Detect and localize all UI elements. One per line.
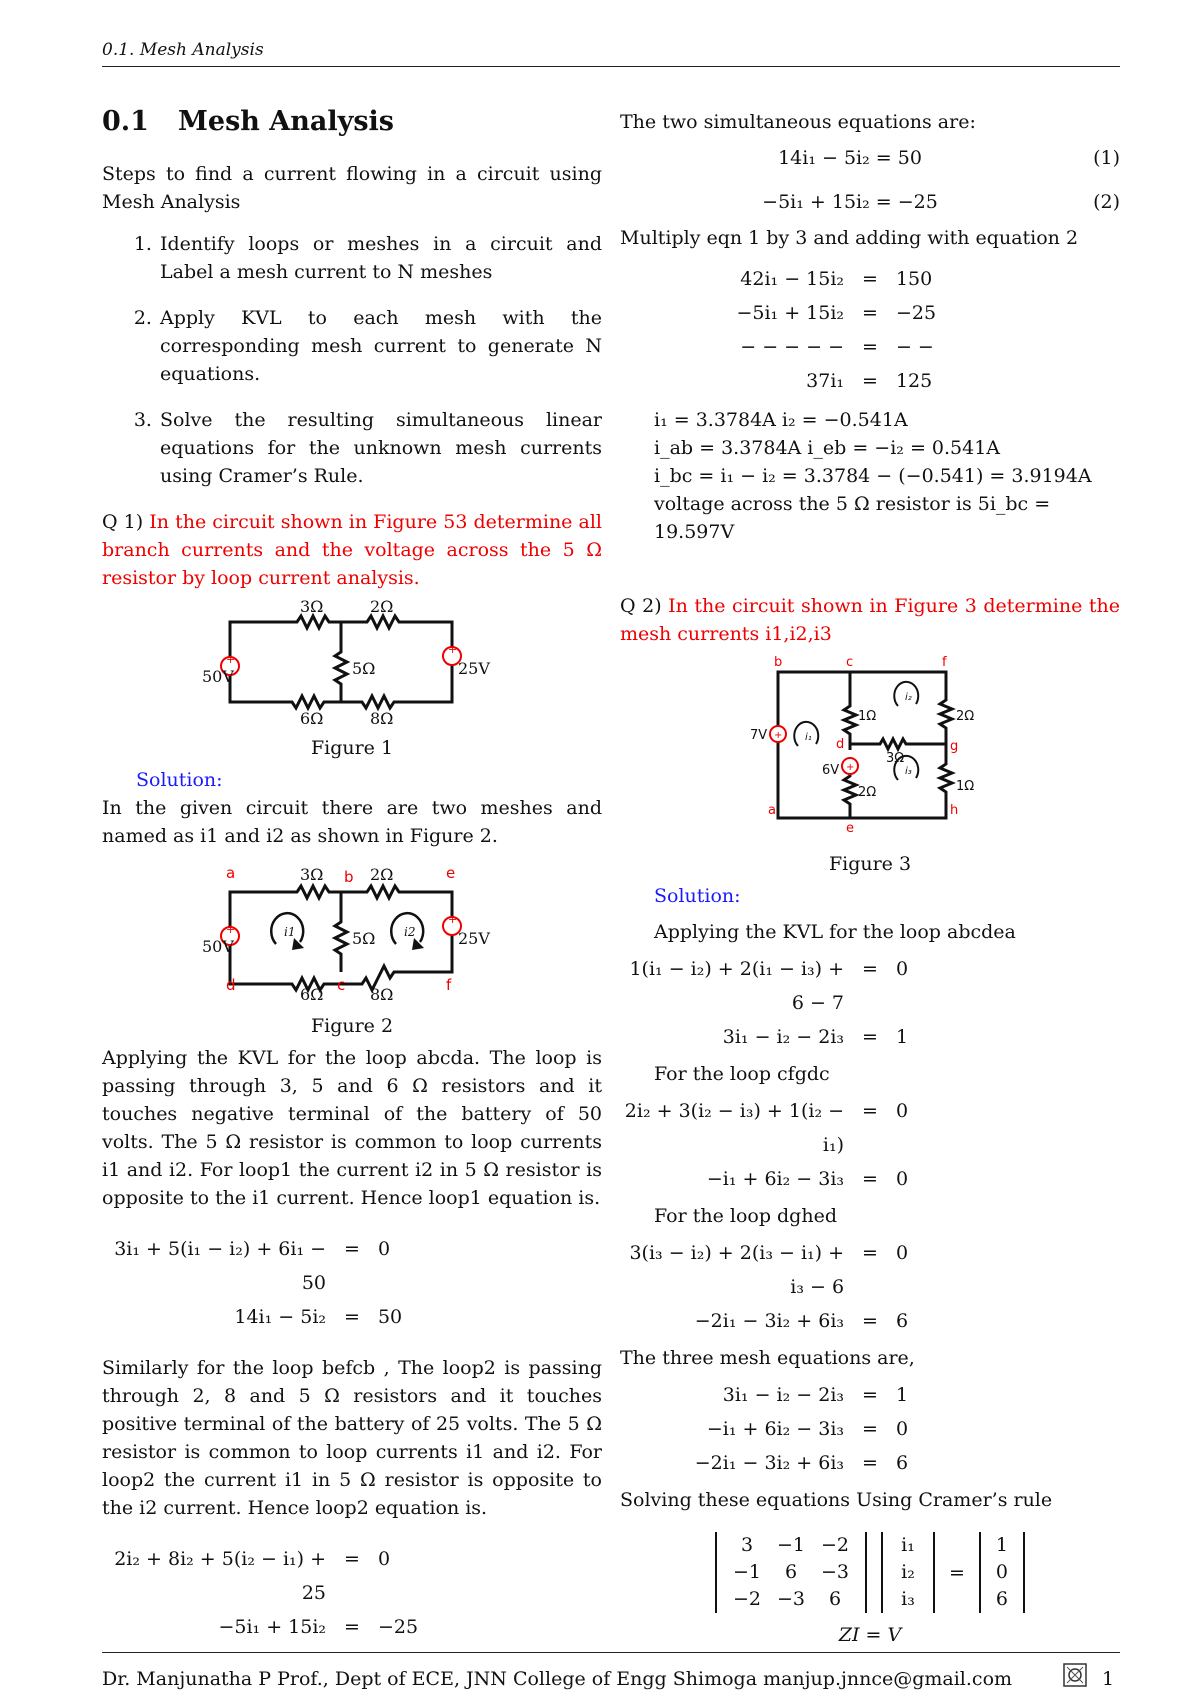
eq-rhs: 50 bbox=[377, 1306, 403, 1328]
circuit-2-diagram bbox=[202, 856, 502, 1006]
mesh-i1-label: i1 bbox=[284, 925, 296, 939]
svg-text:+: + bbox=[774, 730, 783, 741]
q2-text: In the circuit shown in Figure 3 determine the mesh currents i1,i2,i3 bbox=[620, 595, 1120, 645]
eq-rhs: 0 bbox=[377, 1238, 391, 1260]
simul-text: The two simultaneous equations are: bbox=[620, 111, 976, 133]
matrix-cell: −2 bbox=[733, 1588, 762, 1610]
eq-rhs: 125 bbox=[895, 370, 933, 392]
eq-sign: = bbox=[344, 1238, 360, 1260]
numbered-eq-1: 14i₁ − 5i₂ = 50 bbox=[778, 147, 922, 169]
vector-cell: 1 bbox=[995, 1534, 1008, 1556]
eq-sign: = bbox=[862, 1100, 878, 1122]
eq-rhs: 0 bbox=[895, 958, 909, 980]
eq-rhs: 150 bbox=[895, 268, 933, 290]
vector-cell: i₂ bbox=[901, 1561, 915, 1583]
eq-sign: = bbox=[862, 1242, 878, 1264]
solution-label-2: Solution: bbox=[654, 885, 741, 907]
eq-sign: = bbox=[862, 1384, 878, 1406]
eq-lhs: 1(i₁ − i₂) + 2(i₁ − i₃) + 6 − 7 bbox=[629, 958, 845, 1014]
results-block bbox=[620, 406, 1120, 546]
r6-label-2: 6Ω bbox=[300, 985, 324, 1004]
node-e-3: e bbox=[846, 821, 854, 836]
r8-label-2: 8Ω bbox=[370, 985, 394, 1004]
loop2-equations bbox=[102, 1542, 602, 1644]
eq-rhs: 0 bbox=[377, 1548, 391, 1570]
loop-dghed-equations bbox=[620, 1236, 1120, 1338]
eq-lhs: 14i₁ − 5i₂ bbox=[234, 1306, 327, 1328]
eq-rhs: 1 bbox=[895, 1384, 909, 1406]
svg-text:+: + bbox=[226, 923, 236, 936]
eq-lhs: 3i₁ + 5(i₁ − i₂) + 6i₁ − 50 bbox=[114, 1238, 327, 1294]
eq-lhs: 3i₁ − i₂ − 2i₃ bbox=[722, 1026, 845, 1048]
r2-label-2: 2Ω bbox=[370, 865, 394, 884]
section-heading bbox=[102, 108, 602, 136]
figure-1-caption: Figure 1 bbox=[310, 737, 394, 759]
r2-label-3: 2Ω bbox=[956, 709, 975, 724]
eq-rhs: −25 bbox=[377, 1616, 419, 1638]
step-item: 1. Identify loops or meshes in a circuit and Label a mesh current to N meshes bbox=[158, 230, 602, 286]
node-b-3: b bbox=[774, 656, 783, 670]
figure-3 bbox=[620, 656, 1120, 878]
node-c: c bbox=[337, 976, 346, 994]
r5-label-3: 1Ω bbox=[956, 779, 975, 794]
figure-3-caption: Figure 3 bbox=[828, 853, 912, 875]
matrix-equals: = bbox=[949, 1561, 965, 1584]
r5-label-2: 5Ω bbox=[352, 929, 376, 948]
matrix-cell: 6 bbox=[828, 1588, 842, 1610]
eq-rhs: − − bbox=[895, 336, 934, 358]
eq-lhs: 3(i₃ − i₂) + 2(i₃ − i₁) + i₃ − 6 bbox=[629, 1242, 845, 1298]
eq-lhs: −2i₁ − 3i₂ + 6i₃ bbox=[694, 1452, 845, 1474]
eq-sign: = bbox=[344, 1548, 360, 1570]
r6-label: 6Ω bbox=[300, 709, 324, 728]
eq-rhs: 0 bbox=[895, 1242, 909, 1264]
r5-label: 5Ω bbox=[352, 659, 376, 678]
page-number: 1 bbox=[1102, 1668, 1115, 1690]
eq-sign: = bbox=[862, 1026, 878, 1048]
node-e: e bbox=[446, 864, 456, 882]
loop-cfgdc-text: For the loop cfgdc bbox=[654, 1063, 830, 1085]
figure-2 bbox=[102, 856, 602, 1040]
circuit-1-diagram bbox=[202, 592, 502, 728]
matrix-cell: −2 bbox=[821, 1534, 850, 1556]
eq-lhs: 2i₂ + 3(i₂ − i₃) + 1(i₂ − i₁) bbox=[624, 1100, 845, 1156]
eq-sign: = bbox=[862, 336, 878, 358]
eq-lhs: −2i₁ − 3i₂ + 6i₃ bbox=[694, 1310, 845, 1332]
step-item: 3. Solve the resulting simultaneous linear equations for the unknown mesh currents using Cramer’s Rule. bbox=[158, 406, 602, 490]
steps-list bbox=[102, 230, 602, 490]
v50-label-2: 50V bbox=[202, 937, 234, 956]
r1-label-3: 1Ω bbox=[858, 709, 877, 724]
vector-v bbox=[979, 1532, 1025, 1613]
node-b: b bbox=[344, 868, 354, 886]
eq-sign: = bbox=[862, 1452, 878, 1474]
eq-sign: = bbox=[862, 302, 878, 324]
node-a-3: a bbox=[768, 803, 776, 818]
eq-number-2: (2) bbox=[1093, 191, 1120, 213]
vector-i bbox=[881, 1532, 935, 1613]
result-line: i₁ = 3.3784A i₂ = −0.541A bbox=[654, 409, 908, 431]
section-title: Mesh Analysis bbox=[178, 106, 394, 137]
eq-rhs: 0 bbox=[895, 1418, 909, 1440]
mesh-i1-3: i₁ bbox=[805, 732, 812, 743]
node-f-3: f bbox=[942, 656, 947, 670]
r4-label-3: 2Ω bbox=[858, 785, 877, 800]
numbered-eq-2: −5i₁ + 15i₂ = −25 bbox=[762, 191, 938, 213]
result-line: i_ab = 3.3784A i_eb = −i₂ = 0.541A bbox=[654, 437, 1001, 459]
vector-cell: i₁ bbox=[901, 1534, 915, 1556]
node-h-3: h bbox=[950, 803, 959, 818]
matrix-equation bbox=[620, 1532, 1120, 1613]
header-rule bbox=[102, 66, 1120, 67]
loop1-equations bbox=[102, 1232, 602, 1334]
section-number: 0.1 bbox=[102, 106, 149, 137]
intro-text: Steps to find a current flowing in a circuit using Mesh Analysis bbox=[102, 163, 602, 213]
eq-sign: = bbox=[862, 370, 878, 392]
node-f: f bbox=[446, 976, 452, 994]
svg-text:+: + bbox=[226, 653, 236, 666]
q1-label: Q 1) bbox=[102, 511, 144, 533]
q2-label: Q 2) bbox=[620, 595, 662, 617]
node-g-3: g bbox=[950, 739, 959, 754]
loop-dghed-text: For the loop dghed bbox=[654, 1205, 837, 1227]
v7-label: 7V bbox=[750, 728, 768, 743]
vector-cell: i₃ bbox=[901, 1588, 915, 1610]
three-mesh-equations bbox=[620, 1378, 1120, 1480]
node-d: d bbox=[226, 976, 236, 994]
step-item: 2. Apply KVL to each mesh with the corresponding mesh current to generate N equations. bbox=[158, 304, 602, 388]
eq-rhs: 6 bbox=[895, 1452, 909, 1474]
eq-lhs: 42i₁ − 15i₂ bbox=[740, 268, 845, 290]
matrix-cell: −3 bbox=[821, 1561, 850, 1583]
cramer-text: Solving these equations Using Cramer’s rule bbox=[620, 1489, 1053, 1511]
question-1 bbox=[102, 508, 602, 592]
eq-rhs: 1 bbox=[895, 1026, 909, 1048]
r3-label-2: 3Ω bbox=[300, 865, 324, 884]
figure-1 bbox=[102, 592, 602, 762]
question-2 bbox=[620, 592, 1120, 648]
svg-text:+: + bbox=[448, 643, 458, 656]
r8-label: 8Ω bbox=[370, 709, 394, 728]
matrix-cell: 3 bbox=[740, 1534, 754, 1556]
eq-lhs: −5i₁ + 15i₂ bbox=[218, 1616, 327, 1638]
matrix-cell: −1 bbox=[733, 1561, 762, 1583]
eq-lhs: 37i₁ bbox=[806, 370, 845, 392]
result-line: i_bc = i₁ − i₂ = 3.3784 − (−0.541) = 3.9194A bbox=[654, 465, 1092, 487]
node-a: a bbox=[226, 864, 236, 882]
solution-1-text: In the given circuit there are two meshes and named as i1 and i2 as shown in Figure 2. bbox=[102, 797, 602, 847]
simul-equations bbox=[620, 136, 1120, 224]
eq-lhs: − − − − − bbox=[740, 336, 845, 358]
v25-label: 25V bbox=[458, 659, 490, 678]
eq-rhs: 0 bbox=[895, 1168, 909, 1190]
r2-label: 2Ω bbox=[370, 597, 394, 616]
node-c-3: c bbox=[846, 656, 854, 670]
eq-sign: = bbox=[862, 1418, 878, 1440]
eq-rhs: −25 bbox=[895, 302, 937, 324]
v25-label-2: 25V bbox=[458, 929, 490, 948]
svg-text:+: + bbox=[448, 913, 458, 926]
eq-lhs: −i₁ + 6i₂ − 3i₃ bbox=[706, 1418, 845, 1440]
v6-label: 6V bbox=[822, 763, 840, 778]
svg-text:+: + bbox=[846, 762, 855, 773]
right-column bbox=[620, 108, 1120, 1649]
left-column bbox=[102, 108, 602, 1650]
eq-sign: = bbox=[344, 1616, 360, 1638]
loop2-text: Similarly for the loop befcb , The loop2 is passing through 2, 8 and 5 Ω resistors and it touches positive terminal of the battery of 25 volts. The 5 Ω resistor is common to loop currents i1 and i2. For loop2 the current i1 in 5 Ω resistor is opposite to the i2 current. Hence loop2 equation is. bbox=[102, 1357, 602, 1519]
mult-equations bbox=[620, 262, 1120, 398]
v50-label: 50V bbox=[202, 667, 234, 686]
three-eq-text: The three mesh equations are, bbox=[620, 1347, 915, 1369]
mesh-i2-3: i₂ bbox=[905, 692, 912, 703]
eq-lhs: −5i₁ + 15i₂ bbox=[736, 302, 845, 324]
running-header: 0.1. Mesh Analysis bbox=[102, 40, 264, 60]
r3-label-3: 3Ω bbox=[886, 751, 905, 766]
loop-abcdea-text: Applying the KVL for the loop abcdea bbox=[654, 921, 1016, 943]
figure-2-caption: Figure 2 bbox=[310, 1015, 394, 1037]
eq-sign: = bbox=[862, 1310, 878, 1332]
footer-text: Dr. Manjunatha P Prof., Dept of ECE, JNN College of Engg Shimoga manjup.jnnce@gmail.com bbox=[102, 1668, 1013, 1690]
eq-sign: = bbox=[344, 1306, 360, 1328]
result-line: voltage across the 5 Ω resistor is 5i_bc = 19.597V bbox=[654, 493, 1051, 543]
r3-label: 3Ω bbox=[300, 597, 324, 616]
eq-rhs: 0 bbox=[895, 1100, 909, 1122]
vector-cell: 0 bbox=[995, 1561, 1008, 1583]
node-d-3: d bbox=[836, 737, 845, 752]
eq-lhs: 3i₁ − i₂ − 2i₃ bbox=[722, 1384, 845, 1406]
eq-lhs: −i₁ + 6i₂ − 3i₃ bbox=[706, 1168, 845, 1190]
eq-sign: = bbox=[862, 1168, 878, 1190]
matrix-cell: 6 bbox=[784, 1561, 798, 1583]
matrix-cell: −1 bbox=[777, 1534, 806, 1556]
zi-v-equation: ZI = V bbox=[838, 1624, 902, 1646]
institution-logo-icon bbox=[1062, 1662, 1088, 1688]
vector-cell: 6 bbox=[995, 1588, 1008, 1610]
solution-label-1: Solution: bbox=[136, 769, 223, 791]
loop-cfgdc-equations bbox=[620, 1094, 1120, 1196]
loop-abcdea-equations bbox=[620, 952, 1120, 1054]
eq-number-1: (1) bbox=[1093, 147, 1120, 169]
eq-sign: = bbox=[862, 268, 878, 290]
mult-text: Multiply eqn 1 by 3 and adding with equation 2 bbox=[620, 227, 1079, 249]
eq-rhs: 6 bbox=[895, 1310, 909, 1332]
eq-lhs: 2i₂ + 8i₂ + 5(i₂ − i₁) + 25 bbox=[114, 1548, 327, 1604]
q1-text: In the circuit shown in Figure 53 determine all branch currents and the voltage across the 5 Ω resistor by loop current analysis. bbox=[102, 511, 602, 589]
footer-rule bbox=[102, 1652, 1120, 1653]
circuit-3-diagram bbox=[750, 656, 990, 836]
mesh-i3-3: i₃ bbox=[905, 766, 912, 777]
eq-sign: = bbox=[862, 958, 878, 980]
loop1-text: Applying the KVL for the loop abcda. The loop is passing through 3, 5 and 6 Ω resistors and it touches negative terminal of the battery of 50 volts. The 5 Ω resistor is common to loop currents i1 and i2. For loop1 the current i2 in 5 Ω resistor is opposite to the i1 current. Hence loop1 equation is. bbox=[102, 1047, 602, 1209]
matrix-cell: −3 bbox=[777, 1588, 806, 1610]
matrix-z bbox=[715, 1532, 867, 1613]
mesh-i2-label: i2 bbox=[404, 925, 416, 939]
